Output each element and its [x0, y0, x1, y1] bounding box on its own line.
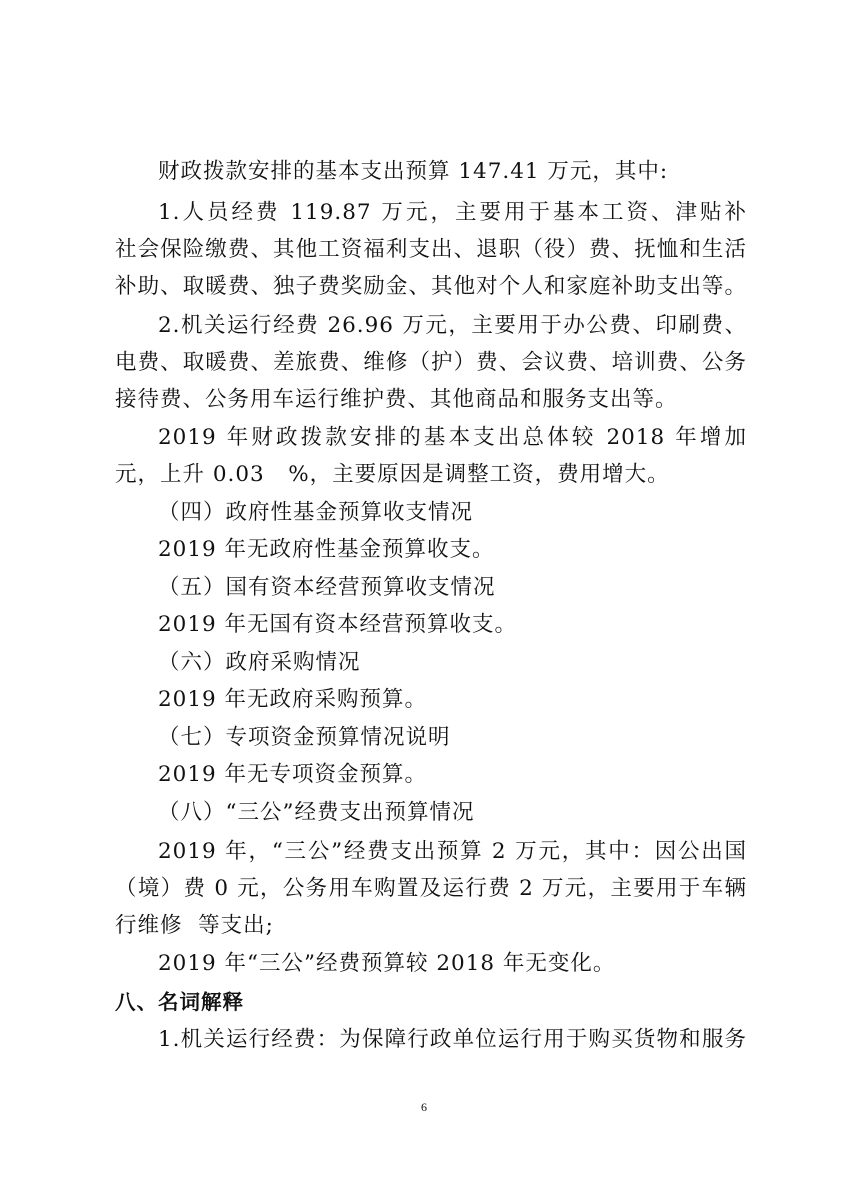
- body-text-line: 补助、取暖费、独子费奖励金、其他对个人和家庭补助支出等。: [115, 274, 747, 299]
- page-number: 6: [421, 1100, 427, 1114]
- body-text-line: 财政拨款安排的基本支出预算 147.41 万元，其中:: [158, 159, 669, 184]
- body-text-line: 2019 年，“三公”经费支出预算 2 万元，其中：因公出国: [158, 839, 747, 864]
- body-text-line: 2019 年无专项资金预算。: [158, 762, 428, 787]
- body-text-line: 2019 年财政拨款安排的基本支出总体较 2018 年增加: [158, 425, 747, 450]
- body-text-line: 社会保险缴费、其他工资福利支出、退职（役）费、抚恤和生活: [115, 237, 747, 262]
- body-text-line: 元，上升 0.03 %，主要原因是调整工资，费用增大。: [115, 462, 670, 487]
- subsection-heading: （八）“三公”经费支出预算情况: [158, 800, 475, 825]
- body-text-line: 2019 年无政府采购预算。: [158, 687, 428, 712]
- body-text-line: 2.机关运行经费 26.96 万元，主要用于办公费、印刷费、: [158, 313, 747, 338]
- subsection-heading: （七）专项资金预算情况说明: [158, 725, 451, 750]
- body-text-line: 2019 年无政府性基金预算收支。: [158, 537, 495, 562]
- body-text-line: （境）费 0 元，公务用车购置及运行费 2 万元，主要用于车辆: [115, 876, 747, 901]
- body-text-line: 电费、取暖费、差旅费、维修（护）费、会议费、培训费、公务: [115, 350, 747, 375]
- body-text-line: 1.机关运行经费：为保障行政单位运行用于购买货物和服务: [158, 1027, 747, 1052]
- subsection-heading: （六）政府采购情况: [158, 650, 361, 675]
- subsection-heading: （五）国有资本经营预算收支情况: [158, 575, 496, 600]
- body-text-line: 1.人员经费 119.87 万元，主要用于基本工资、津贴补: [158, 200, 747, 225]
- body-text-line: 2019 年“三公”经费预算较 2018 年无变化。: [158, 951, 616, 976]
- body-text-line: 接待费、公务用车运行维护费、其他商品和服务支出等。: [115, 387, 678, 412]
- subsection-heading: （四）政府性基金预算收支情况: [158, 500, 474, 525]
- section-heading: 八、名词解释: [115, 990, 244, 1014]
- body-text-line: 2019 年无国有资本经营预算收支。: [158, 612, 518, 637]
- body-text-line: 行维修 等支出;: [115, 913, 274, 938]
